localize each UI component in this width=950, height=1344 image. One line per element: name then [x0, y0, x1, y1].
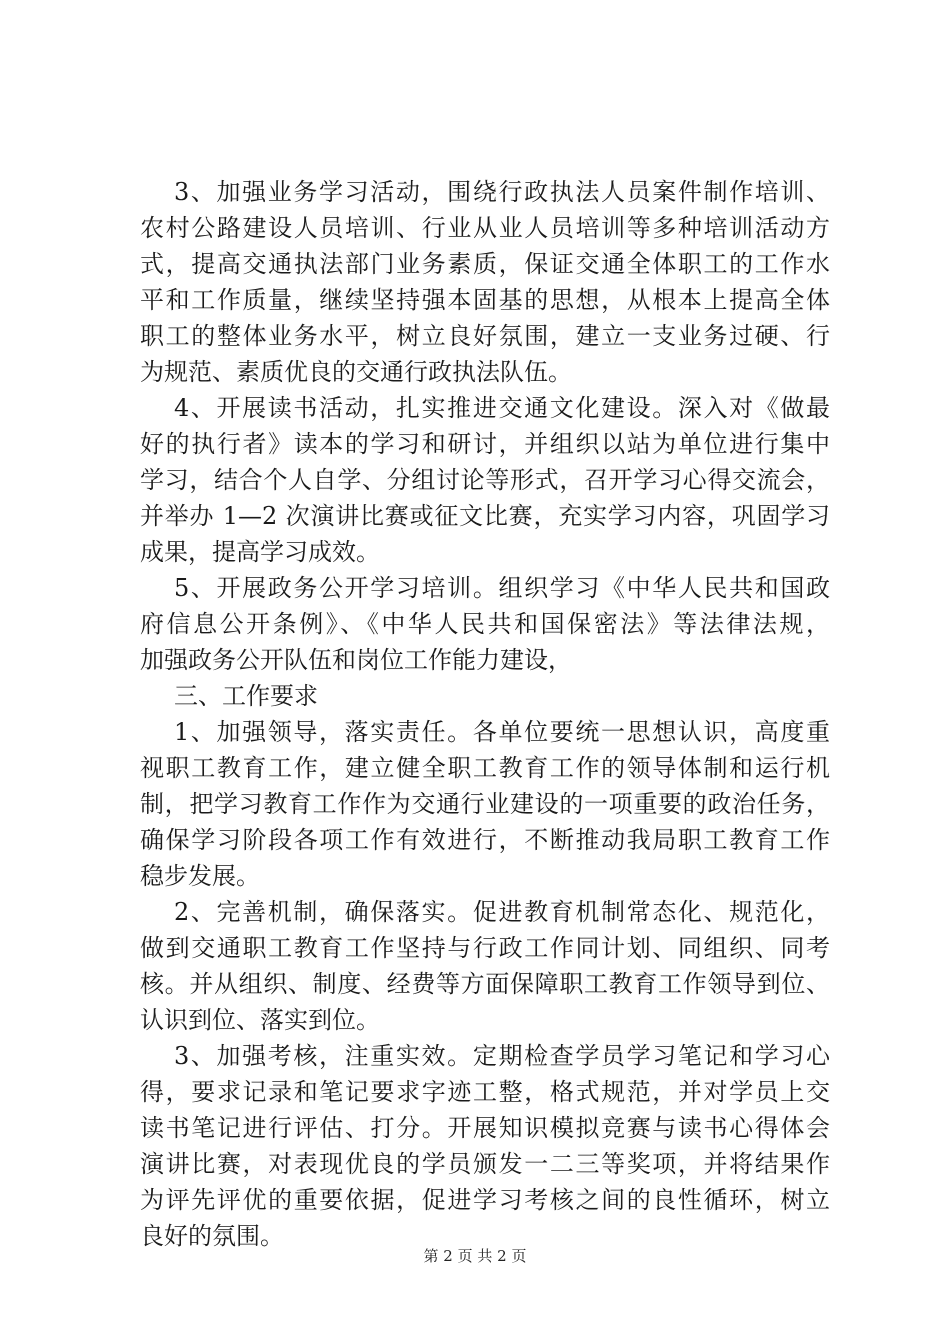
- text-line: 得，要求记录和笔记要求字迹工整，格式规范，并对学员上交: [140, 1078, 830, 1106]
- text-line: 3、加强考核，注重实效。定期检查学员学习笔记和学习心: [174, 1042, 830, 1070]
- text-line: 好的执行者》读本的学习和研讨，并组织以站为单位进行集中: [140, 430, 830, 458]
- text-line: 稳步发展。: [140, 862, 260, 890]
- text-line: 府信息公开条例》、《中华人民共和国保密法》等法律法规，: [140, 610, 830, 638]
- text-line: 2、完善机制，确保落实。促进教育机制常态化、规范化，: [174, 898, 830, 926]
- text-line: 成果，提高学习成效。: [140, 538, 380, 566]
- text-line: 1、加强领导，落实责任。各单位要统一思想认识，高度重: [174, 718, 830, 746]
- text-line: 职工的整体业务水平，树立良好氛围，建立一支业务过硬、行: [140, 322, 830, 350]
- text-line: 视职工教育工作，建立健全职工教育工作的领导体制和运行机: [140, 754, 830, 782]
- body-text: [140, 174, 830, 1254]
- text-line: 制，把学习教育工作作为交通行业建设的一项重要的政治任务，: [140, 790, 830, 818]
- text-line: 平和工作质量，继续坚持强本固基的思想，从根本上提高全体: [140, 286, 830, 314]
- text-line: 4、开展读书活动，扎实推进交通文化建设。深入对《做最: [174, 394, 830, 422]
- text-line: 3、加强业务学习活动，围绕行政执法人员案件制作培训、: [174, 178, 830, 206]
- text-line: 三、工作要求: [174, 682, 318, 710]
- text-line: 核。并从组织、制度、经费等方面保障职工教育工作领导到位、: [140, 970, 830, 998]
- text-line: 式，提高交通执法部门业务素质，保证交通全体职工的工作水: [140, 250, 830, 278]
- section-heading: [140, 678, 830, 714]
- page-footer: 第 2 页 共 2 页: [423, 1247, 527, 1265]
- text-line: 演讲比赛，对表现优良的学员颁发一二三等奖项，并将结果作: [140, 1150, 830, 1178]
- text-line: 读书笔记进行评估、打分。开展知识模拟竞赛与读书心得体会: [140, 1114, 830, 1142]
- paragraph: [140, 390, 830, 570]
- paragraph: [140, 174, 830, 390]
- text-line: 为评先评优的重要依据，促进学习考核之间的良性循环，树立: [140, 1186, 830, 1214]
- text-line: 做到交通职工教育工作坚持与行政工作同计划、同组织、同考: [140, 934, 830, 962]
- text-line: 农村公路建设人员培训、行业从业人员培训等多种培训活动方: [140, 214, 830, 242]
- text-line: 加强政务公开队伍和岗位工作能力建设，: [140, 646, 572, 674]
- text-line: 认识到位、落实到位。: [140, 1006, 380, 1034]
- text-line: 为规范、素质优良的交通行政执法队伍。: [140, 358, 572, 386]
- text-line: 确保学习阶段各项工作有效进行，不断推动我局职工教育工作: [140, 826, 830, 854]
- paragraph: [140, 1038, 830, 1254]
- paragraph: [140, 714, 830, 894]
- text-line: 并举办 1—2 次演讲比赛或征文比赛，充实学习内容，巩固学习: [140, 502, 830, 530]
- paragraph: [140, 894, 830, 1038]
- text-line: 学习，结合个人自学、分组讨论等形式，召开学习心得交流会，: [140, 466, 830, 494]
- text-line: 5、开展政务公开学习培训。组织学习《中华人民共和国政: [174, 574, 830, 602]
- text-line: 良好的氛围。: [140, 1222, 284, 1250]
- paragraph: [140, 570, 830, 678]
